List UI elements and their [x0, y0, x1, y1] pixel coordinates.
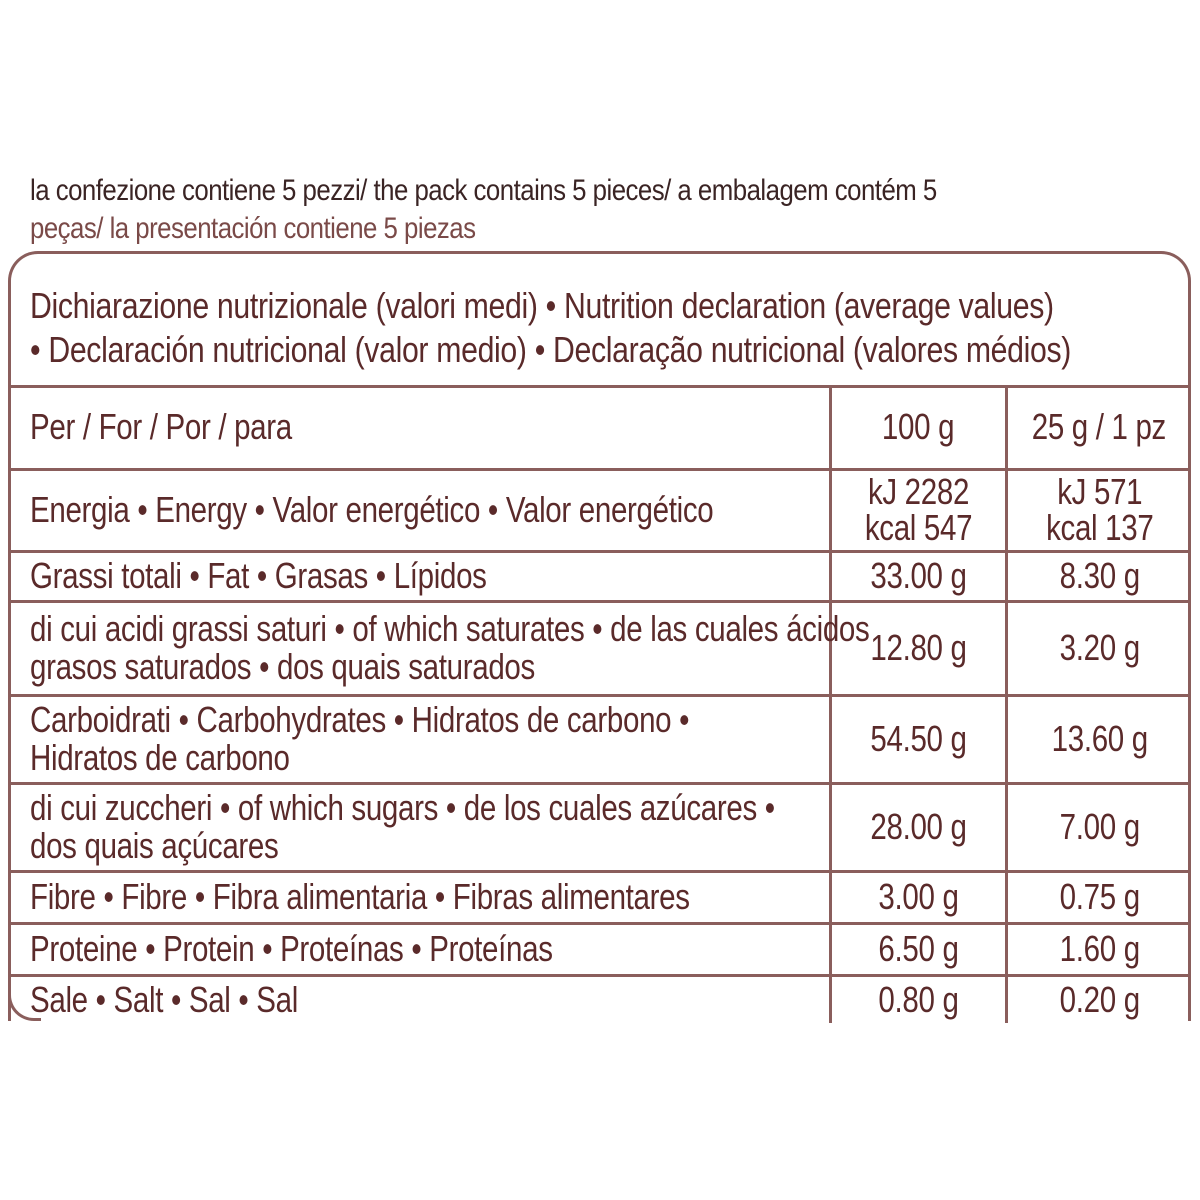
value-per-piece-protein: 1.60 g	[1006, 923, 1191, 975]
value-per-piece-carbohydrates: 13.60 g	[1006, 695, 1191, 783]
value-per-piece-sugars: 7.00 g	[1006, 783, 1191, 871]
header-100g: 100 g	[830, 387, 1006, 469]
table-row-sugars	[8, 783, 1191, 871]
nutrient-name-carbohydrates: Carboidrati • Carbohydrates • Hidratos de carbono • Hidratos de carbono	[8, 695, 830, 783]
value-100g-fat: 33.00 g	[830, 551, 1006, 601]
nutrient-name-salt: Sale • Salt • Sal • Sal	[8, 975, 830, 1023]
pack-contents-line-2: peças/ la presentación contiene 5 piezas	[30, 212, 476, 245]
nutrient-name-protein: Proteine • Protein • Proteínas • Proteínas	[8, 923, 830, 975]
value-100g-fibre: 3.00 g	[830, 871, 1006, 923]
nutrient-name-sugars: di cui zuccheri • of which sugars • de los cuales azúcares • dos quais açúcares	[8, 783, 830, 871]
value-100g-carbohydrates: 54.50 g	[830, 695, 1006, 783]
table-row-energy	[8, 469, 1191, 551]
value-per-piece-fat: 8.30 g	[1006, 551, 1191, 601]
value-per-piece-salt: 0.20 g	[1006, 975, 1191, 1023]
header-per-piece: 25 g / 1 pz	[1006, 387, 1191, 469]
value-100g-protein: 6.50 g	[830, 923, 1006, 975]
nutrition-declaration-heading	[30, 284, 1181, 372]
value-100g-salt: 0.80 g	[830, 975, 1006, 1023]
pack-contents-line-1: la confezione contiene 5 pezzi/ the pack contains 5 pieces/ a embalagem contém 5	[30, 174, 937, 207]
value-per-piece-energy: kJ 571 kcal 137	[1006, 469, 1191, 551]
value-100g-saturates: 12.80 g	[830, 601, 1006, 695]
nutrient-name-fat: Grassi totali • Fat • Grasas • Lípidos	[8, 551, 830, 601]
nutrition-table	[8, 387, 1191, 1023]
table-row-fibre	[8, 871, 1191, 923]
value-per-piece-fibre: 0.75 g	[1006, 871, 1191, 923]
nutrient-name-fibre: Fibre • Fibre • Fibra alimentaria • Fibras alimentares	[8, 871, 830, 923]
value-100g-sugars: 28.00 g	[830, 783, 1006, 871]
nutrient-name-energy: Energia • Energy • Valor energético • Valor energético	[8, 469, 830, 551]
table-row-salt	[8, 975, 1191, 1023]
value-per-piece-saturates: 3.20 g	[1006, 601, 1191, 695]
nutrient-name-saturates: di cui acidi grassi saturi • of which saturates • de las cuales ácidos grasos saturados • dos quais saturados	[8, 601, 830, 695]
pack-contents-text	[30, 172, 1174, 248]
value-100g-energy: kJ 2282 kcal 547	[830, 469, 1006, 551]
table-row-fat	[8, 551, 1191, 601]
table-row-saturates	[8, 601, 1191, 695]
header-per-label: Per / For / Por / para	[30, 406, 292, 448]
table-row-protein	[8, 923, 1191, 975]
table-header-row	[8, 387, 1191, 469]
table-row-carbohydrates	[8, 695, 1191, 783]
declaration-line-2: • Declaración nutricional (valor medio) • Declaração nutricional (valores médios)	[30, 329, 1072, 370]
declaration-line-1: Dichiarazione nutrizionale (valori medi) • Nutrition declaration (average values)	[30, 285, 1054, 326]
